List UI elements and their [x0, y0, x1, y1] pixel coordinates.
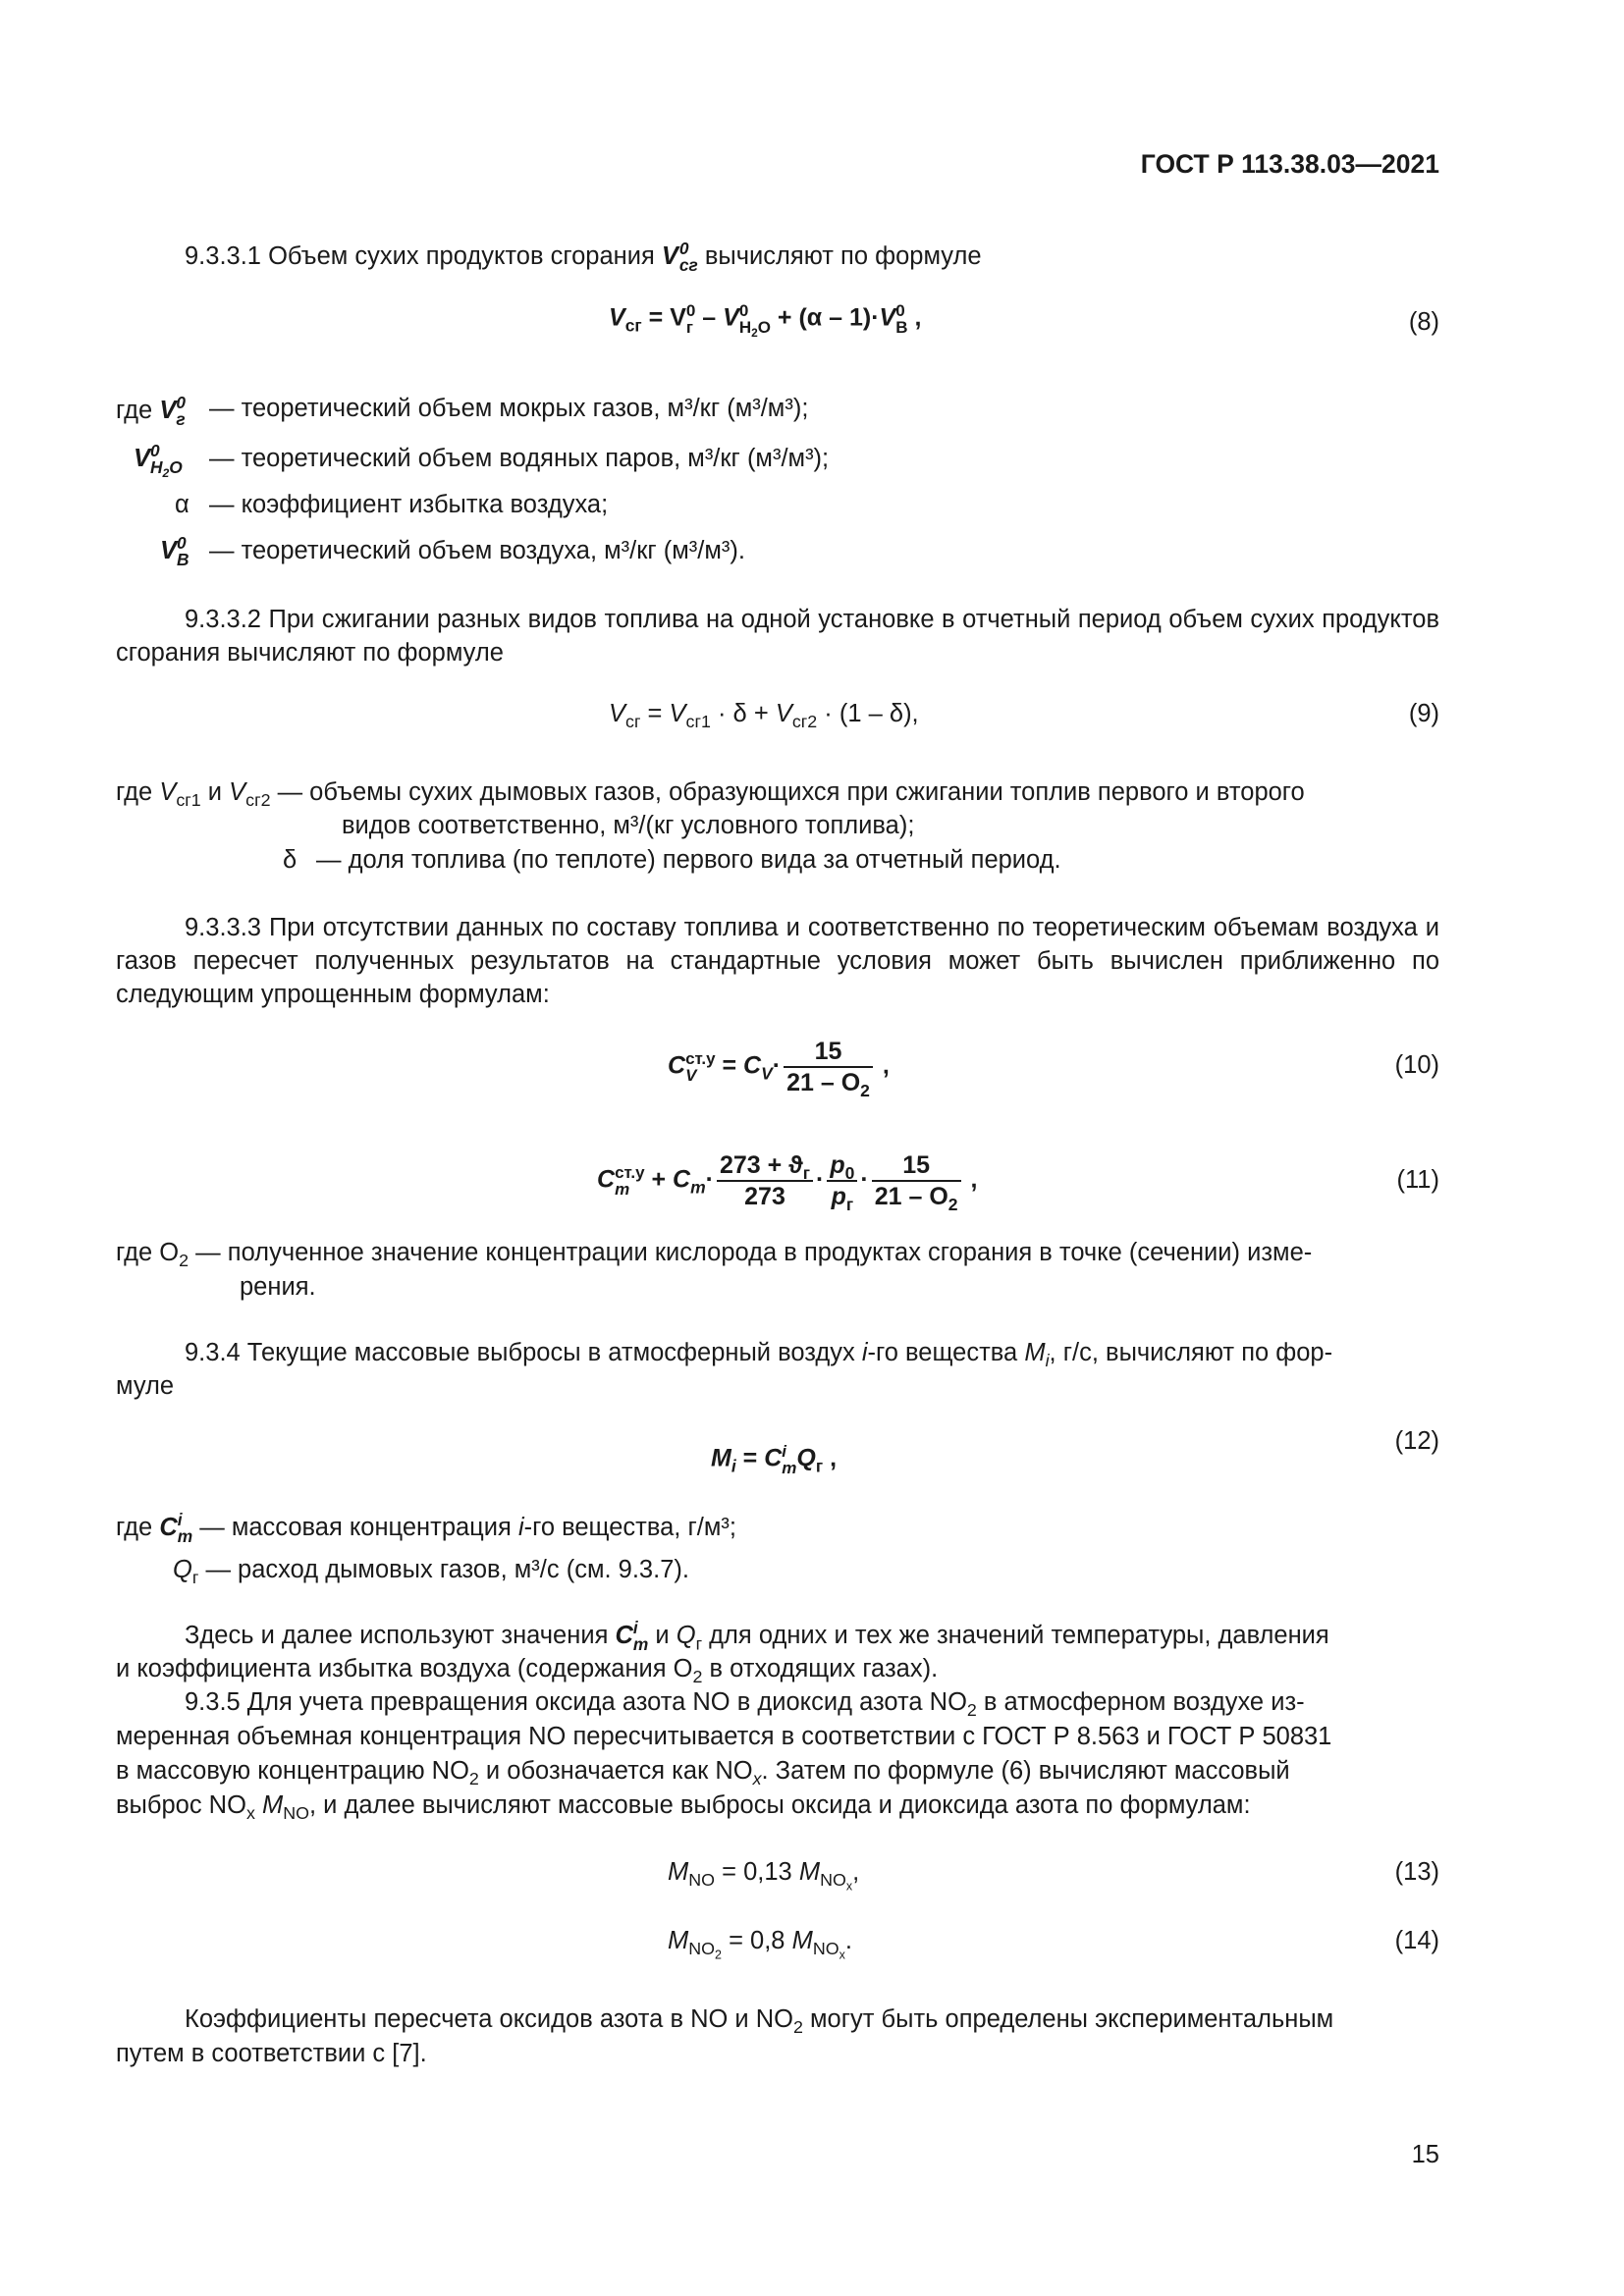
definition-where: где V 0 г — [116, 393, 186, 430]
paragraph-9-3-5-line-1: 9.3.5 Для учета превращения оксида азота NO в диоксид азота $NO_2$ в атмосферном воздухе из- — [185, 1688, 1305, 1721]
paragraph-9-3-5-line-4: выброс $NO_x$ $M_{NO}$, и далее вычисляют массовые выбросы оксида и диоксида азота по формулам: — [116, 1791, 1251, 1824]
definition-excess-air: — коэффициент избытка воздуха; — [209, 491, 609, 518]
equation-8: $V_{сг} = V$ 0 г – V 0 $H_2O$ + (α – 1)·V 0 В , — [609, 301, 922, 341]
equation-13: $M_{NO} = 0,13$ $M_{NO_x}$, — [668, 1858, 860, 1894]
document-header: ГОСТ Р 113.38.03—2021 — [1140, 149, 1439, 179]
definition-q: $Q_г$ — расход дымовых газов, м³/с (см. 9.3.7). — [173, 1556, 689, 1588]
paragraph-9-3-3-2: 9.3.3.2 При сжигании разных видов топлива на одной установке в отчетный период объем сухих продуктов сгорания вычисляют по формуле — [116, 606, 1439, 667]
definition-air-volume: — теоретический объем воздуха, м³/кг (м³/м³). — [209, 537, 745, 564]
paragraph-final-continuation: путем в соответствии с [7]. — [116, 2040, 427, 2067]
definition-water-vapour: — теоретический объем водяных паров, м³/кг (м³/м³); — [209, 445, 830, 472]
paragraph-final: Коэффициенты пересчета оксидов азота в NO и $NO_2$ могут быть определены экспериментальным — [185, 2005, 1334, 2038]
equation-12: $M_i = C$ i m $Q_г$ , — [711, 1442, 838, 1477]
page-number: 15 — [1411, 2141, 1439, 2168]
equation-number-10: (10) — [1394, 1051, 1439, 1079]
paragraph-9-3-5-line-3: в массовую концентрацию $NO_2$ и обозначается как $NO_x$. Затем по формуле (6) вычисляют массовый — [116, 1757, 1290, 1789]
equation-number-12: (12) — [1394, 1427, 1439, 1455]
equation-11: C ст.у m + $C_m\cdot$ $\frac{273 + ϑ_г}{273}$ · $\frac{p_0}{p_г}$ · $\frac{15}{21 - O_2}$ , — [597, 1151, 978, 1215]
definition-fuel-share: — доля топлива (по теплоте) первого вида за отчетный период. — [316, 846, 1061, 874]
equation-14: $M_{NO_2} = 0,8$ $M_{NO_x}$. — [668, 1927, 852, 1962]
paragraph-9-3-4: 9.3.4 Текущие массовые выбросы в атмосферный воздух i-го вещества $M_i$, г/с, вычисляют по фор- — [185, 1339, 1333, 1371]
equation-9: $V_{сг} = V_{сг1} \cdot \delta + V_{сг2} \cdot (1 - \delta)$, — [609, 700, 919, 732]
definition-vcg1-vcg2: где $V_{сг1}$ и $V_{сг2}$ — объемы сухих дымовых газов, образующихся при сжигании топлив первого и второго — [116, 778, 1305, 811]
definition-wet-gas: — теоретический объем мокрых газов, м³/кг (м³/м³); — [209, 395, 809, 422]
definition-symbol-vh2o: V 0 $H_2O$ — [134, 441, 183, 481]
equation-number-14: (14) — [1394, 1927, 1439, 1954]
paragraph-here-continuation: и коэффициента избытка воздуха (содержания $O_2$ в отходящих газах). — [116, 1655, 939, 1687]
definition-o2-continuation: рения. — [240, 1273, 316, 1301]
paragraph-here: Здесь и далее используют значения C i m и $Q_г$ для одних и тех же значений температуры, давления — [185, 1618, 1329, 1655]
equation-number-9: (9) — [1408, 700, 1439, 727]
paragraph-9-3-5-line-2: меренная объемная концентрация NO пересчитывается в соответствии с ГОСТ Р 8.563 и ГОСТ Р 50831 — [116, 1723, 1332, 1750]
paragraph-9-3-3-3: 9.3.3.3 При отсутствии данных по составу топлива и соответственно по теоретическим объемам воздуха и газов пересчет полученных результатов на стандартные условия может быть вычислен приближенно по следующим упрощенным формулам: — [116, 914, 1439, 1008]
paragraph-9-3-4-continuation: муле — [116, 1372, 175, 1400]
definition-symbol-vb: V 0 В — [160, 533, 189, 570]
formula-symbol: V 0 сг — [661, 238, 698, 276]
equation-number-8: (8) — [1408, 308, 1439, 336]
definition-cm: где C i m — массовая концентрация i-го вещества, г/м³; — [116, 1510, 736, 1547]
definition-symbol-alpha: α — [175, 491, 189, 518]
equation-number-11: (11) — [1396, 1166, 1439, 1194]
definition-symbol-delta: δ — [283, 846, 298, 874]
paragraph-9-3-3-1: 9.3.3.1 Объем сухих продуктов сгорания V 0 сг вычисляют по формуле — [185, 238, 982, 276]
definition-vcg-continuation: видов соответственно, м³/(кг условного топлива); — [342, 812, 915, 839]
equation-number-13: (13) — [1394, 1858, 1439, 1886]
definition-o2: где $O_2$ — полученное значение концентрации кислорода в продуктах сгорания в точке (сечении) изме- — [116, 1239, 1313, 1271]
equation-10: C ст.у V = $C_V\cdot$ $\frac{15}{21 - O_2}$ , — [668, 1038, 890, 1101]
